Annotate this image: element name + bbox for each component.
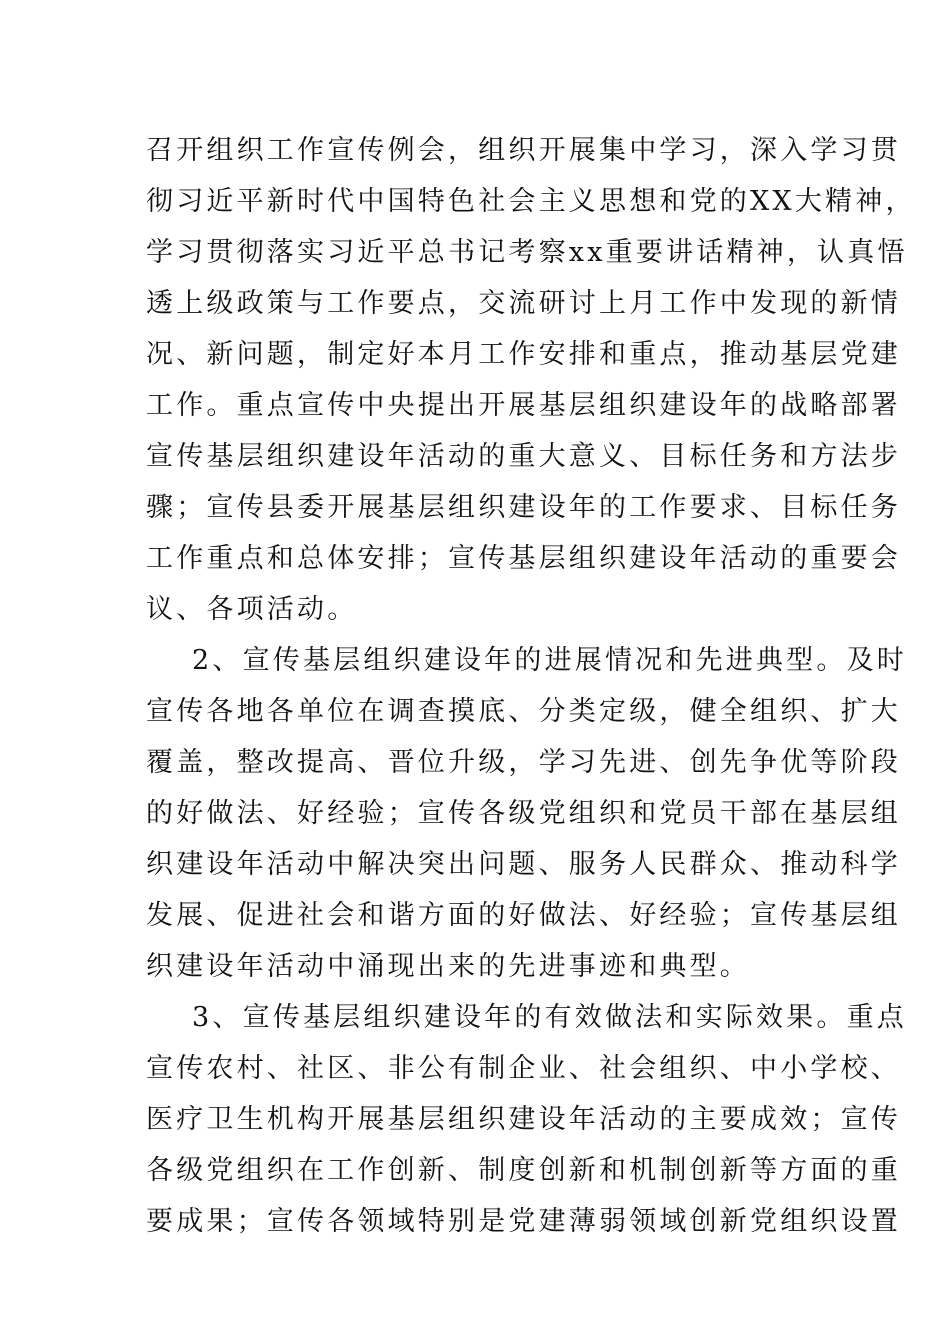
text-line: 覆盖，整改提高、晋位升级，学习先进、创先争优等阶段: [146, 747, 901, 778]
text-line: 各级党组织在工作创新、制度创新和机制创新等方面的重: [146, 1155, 901, 1186]
text-line: 议、各项活动。: [146, 594, 358, 625]
text-line: 要成果；宣传各领域特别是党建薄弱领域创新党组织设置: [146, 1206, 901, 1237]
text-line: 骤；宣传县委开展基层组织建设年的工作要求、目标任务: [146, 492, 901, 523]
paragraph-3-heading-line: 3、宣传基层组织建设年的有效做法和实际效果。重点: [192, 1002, 907, 1033]
text-line: 况、新问题，制定好本月工作安排和重点，推动基层党建: [146, 339, 901, 370]
text-line: 透上级政策与工作要点，交流研讨上月工作中发现的新情: [146, 288, 901, 319]
text-line: 织建设年活动中解决突出问题、服务人民群众、推动科学: [146, 849, 901, 880]
text-line: 工作。重点宣传中央提出开展基层组织建设年的战略部署: [146, 390, 901, 421]
text-line: 彻习近平新时代中国特色社会主义思想和党的XX大精神，: [146, 186, 916, 217]
text-line: 宣传农村、社区、非公有制企业、社会组织、中小学校、: [146, 1053, 901, 1084]
text-line: 发展、促进社会和谐方面的好做法、好经验；宣传基层组: [146, 900, 901, 931]
text-line: 宣传基层组织建设年活动的重大意义、目标任务和方法步: [146, 441, 901, 472]
text-line: 召开组织工作宣传例会，组织开展集中学习，深入学习贯: [146, 135, 901, 166]
text-line: 宣传各地各单位在调查摸底、分类定级，健全组织、扩大: [146, 696, 901, 727]
text-line: 学习贯彻落实习近平总书记考察xx重要讲话精神，认真悟: [146, 237, 908, 268]
text-line: 织建设年活动中涌现出来的先进事迹和典型。: [146, 951, 750, 982]
text-line: 医疗卫生机构开展基层组织建设年活动的主要成效；宣传: [146, 1104, 901, 1135]
text-line: 的好做法、好经验；宣传各级党组织和党员干部在基层组: [146, 798, 901, 829]
paragraph-2-heading-line: 2、宣传基层组织建设年的进展情况和先进典型。及时: [192, 645, 907, 676]
text-line: 工作重点和总体安排；宣传基层组织建设年活动的重要会: [146, 543, 901, 574]
